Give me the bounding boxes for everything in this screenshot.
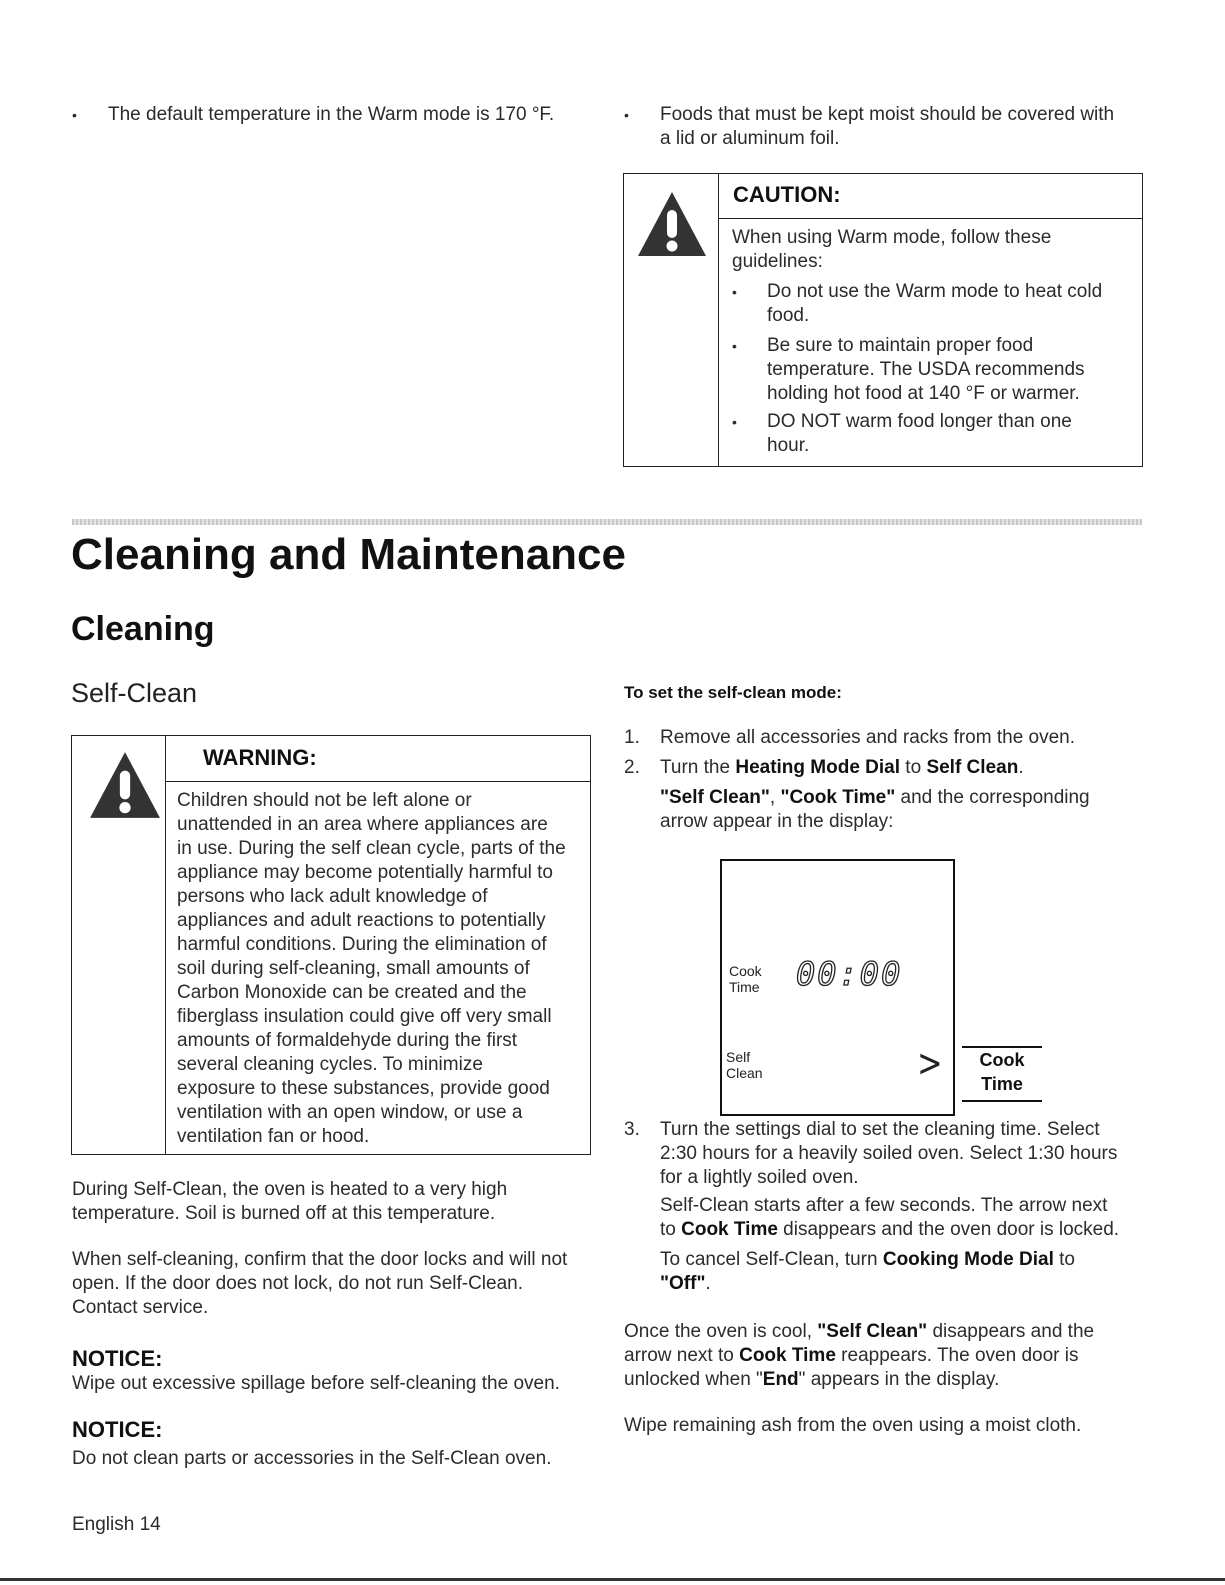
time-readout: 00:00 [796, 955, 903, 993]
paragraph-line: temperature. Soil is burned off at this temperature. [72, 1203, 496, 1224]
bullet-dot: • [624, 107, 629, 123]
step-number: 2. [624, 757, 640, 778]
step-line: Self-Clean starts after a few seconds. The arrow next [660, 1195, 1108, 1216]
step-line: 2:30 hours for a heavily soiled oven. Select 1:30 hours [660, 1143, 1118, 1164]
cook-time-term: "Cook Time" [780, 787, 896, 808]
subsection-title: Self-Clean [71, 678, 198, 708]
bottom-rule [0, 1578, 1225, 1581]
caution-intro-line1: When using Warm mode, follow these [732, 227, 1052, 248]
paragraph-line: During Self-Clean, the oven is heated to a very high [72, 1179, 508, 1200]
warning-line: unattended in an area where appliances are [177, 814, 548, 835]
warning-triangle-icon [636, 190, 708, 258]
end-term: End [762, 1369, 799, 1390]
warning-line: persons who lack adult knowledge of [177, 886, 488, 907]
display-label-line: Self [726, 1049, 751, 1065]
step-line: Turn the settings dial to set the cleaning time. Select [660, 1119, 1100, 1140]
warm-default-text: The default temperature in the Warm mode is 170 °F. [108, 104, 555, 125]
step-text: Turn the [660, 757, 736, 778]
paragraph-text: disappears and the [927, 1321, 1095, 1342]
warning-line: in use. During the self clean cycle, parts of the [177, 838, 566, 859]
step-line: for a lightly soiled oven. [660, 1167, 859, 1188]
caution-item-line: temperature. The USDA recommends [767, 359, 1085, 380]
note-line [660, 786, 1140, 810]
heating-mode-dial-term: Heating Mode Dial [735, 757, 901, 778]
step-text: To cancel Self-Clean, turn [660, 1249, 883, 1270]
step-text: to [900, 757, 927, 778]
cooking-mode-dial-term: Cooking Mode Dial [882, 1249, 1054, 1270]
paragraph-text: reappears. The oven door is [835, 1345, 1079, 1366]
warning-line: amounts of formaldehyde during the first [177, 1030, 518, 1051]
note-line: arrow appear in the display: [660, 811, 894, 832]
display-label-line: Time [729, 979, 760, 995]
bullet-dot: • [732, 414, 737, 430]
warning-heading: WARNING: [203, 745, 317, 770]
self-clean-term: Self Clean [926, 757, 1019, 778]
notice-heading: NOTICE: [72, 1417, 163, 1442]
step-line [660, 1218, 1160, 1242]
paragraph-text: " appears in the display. [798, 1369, 1000, 1390]
paragraph-line [624, 1320, 1144, 1344]
warning-line: ventilation with an open window, or use a [177, 1102, 523, 1123]
step-text: . [1018, 757, 1024, 778]
section-title: Cleaning [71, 610, 215, 648]
warning-box [71, 735, 591, 1155]
bullet-dot: • [732, 338, 737, 354]
step-line [660, 1272, 1150, 1296]
paragraph-line: open. If the door does not lock, do not run Self-Clean. [72, 1273, 524, 1294]
selfclean-paragraph-1 [72, 1178, 592, 1226]
caution-intro-line2: guidelines: [732, 251, 823, 272]
bullet-dot: • [72, 107, 77, 123]
step-2-note [660, 786, 1140, 834]
warning-line: harmful conditions. During the elimination of [177, 934, 547, 955]
note-text: and the corresponding [895, 787, 1090, 808]
paragraph-text: arrow next to [624, 1345, 740, 1366]
moist-foods-bullet [624, 103, 1164, 153]
notice-text: Do not clean parts or accessories in the Self-Clean oven. [72, 1448, 552, 1469]
step-1-text: Remove all accessories and racks from the oven. [660, 727, 1076, 748]
step-text: disappears and the oven door is locked. [777, 1219, 1120, 1240]
selfclean-paragraph-2 [72, 1248, 602, 1320]
step-text: to [660, 1219, 682, 1240]
caution-heading: CAUTION: [733, 182, 841, 207]
chapter-rule [72, 519, 1142, 525]
warning-text [177, 789, 587, 1149]
off-term: "Off" [660, 1273, 706, 1294]
notice-text: Wipe out excessive spillage before self-cleaning the oven. [72, 1373, 560, 1394]
step-number: 3. [624, 1119, 640, 1140]
step-2-text [660, 756, 1024, 780]
warning-line: Carbon Monoxide can be created and the [177, 982, 527, 1003]
warning-line: ventilation fan or hood. [177, 1126, 370, 1147]
warning-line: appliance may become potentially harmful to [177, 862, 553, 883]
display-label-line: Clean [726, 1065, 763, 1081]
step-3-text [660, 1118, 1150, 1190]
warning-line: several cleaning cycles. To minimize [177, 1054, 483, 1075]
page-number: English 14 [72, 1514, 161, 1535]
warning-line: Children should not be left alone or [177, 790, 472, 811]
warning-line: fiberglass insulation could give off very small [177, 1006, 552, 1027]
caution-box [623, 173, 1143, 467]
after-cleaning-paragraph [624, 1320, 1144, 1392]
self-clean-term: "Self Clean" [660, 787, 770, 808]
step-text: . [705, 1273, 711, 1294]
paragraph-line [624, 1344, 1144, 1368]
paragraph-line: When self-cleaning, confirm that the door locks and will not [72, 1249, 568, 1270]
self-clean-label [726, 1049, 763, 1081]
cook-time-label [729, 963, 762, 995]
warning-line: appliances and adult reactions to potentially [177, 910, 546, 931]
step-text: to [1053, 1249, 1075, 1270]
bullet-dot: • [732, 284, 737, 300]
paragraph-text: unlocked when " [624, 1369, 763, 1390]
paragraph-line: Contact service. [72, 1297, 209, 1318]
caution-item-line: Do not use the Warm mode to heat cold [767, 281, 1103, 302]
oven-display [720, 859, 955, 1116]
chapter-title: Cleaning and Maintenance [71, 530, 626, 579]
notice-heading: NOTICE: [72, 1346, 163, 1371]
display-arrow-icon: > [917, 1041, 943, 1085]
cook-time-key [962, 1046, 1042, 1102]
step-3-paragraph-2 [660, 1194, 1160, 1242]
warning-line: soil during self-cleaning, small amounts of [177, 958, 530, 979]
warning-line: exposure to these substances, provide good [177, 1078, 550, 1099]
paragraph-text: Once the oven is cool, [624, 1321, 818, 1342]
warning-divider-horizontal [165, 781, 590, 782]
key-label-line: Time [981, 1074, 1023, 1094]
caution-item-line: food. [767, 305, 810, 326]
caution-item-line: Be sure to maintain proper food [767, 335, 1034, 356]
final-instruction: Wipe remaining ash from the oven using a moist cloth. [624, 1415, 1082, 1436]
paragraph-line [624, 1368, 1144, 1392]
warning-triangle-icon [88, 750, 162, 820]
step-number: 1. [624, 727, 640, 748]
self-clean-term: "Self Clean" [817, 1321, 928, 1342]
procedure-title: To set the self-clean mode: [624, 683, 842, 702]
display-label-line: Cook [729, 963, 762, 979]
caution-item-line: holding hot food at 140 °F or warmer. [767, 383, 1080, 404]
caution-divider-horizontal [718, 218, 1142, 219]
caution-item-line: DO NOT warm food longer than one [767, 411, 1072, 432]
cook-time-term: Cook Time [739, 1345, 836, 1366]
step-line [660, 1248, 1150, 1272]
cook-time-term: Cook Time [681, 1219, 778, 1240]
note-text: , [769, 787, 781, 808]
key-label-line: Cook [979, 1050, 1025, 1070]
caution-item-line: hour. [767, 435, 810, 456]
moist-foods-line2: a lid or aluminum foil. [660, 128, 840, 149]
warning-divider-vertical [165, 736, 166, 1154]
moist-foods-line1: Foods that must be kept moist should be covered with [660, 104, 1115, 125]
step-3-paragraph-3 [660, 1248, 1150, 1296]
